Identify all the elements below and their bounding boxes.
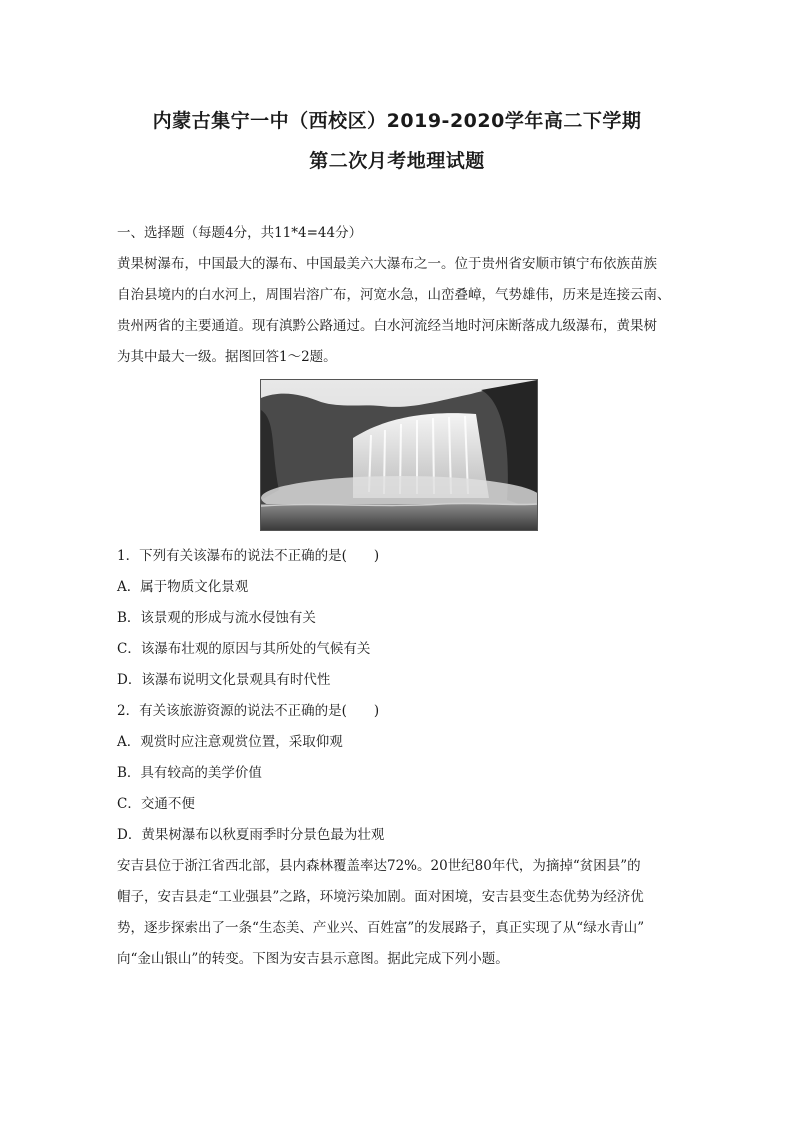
exam-title-line2: 第二次月考地理试题 [309, 150, 485, 172]
passage-line: 帽子，安吉县走“工业强县”之路，环境污染加剧。面对困境，安吉县变生态优势为经济优 [117, 889, 644, 905]
question-stem: 1．下列有关该瀑布的说法不正确的是( ) [117, 548, 380, 564]
option-d: D．该瀑布说明文化景观具有时代性 [117, 672, 331, 688]
waterfall-image [261, 380, 537, 530]
passage-line: 安吉县位于浙江省西北部，县内森林覆盖率达72%。20世纪80年代，为摘掉“贫困县”的 [117, 858, 641, 874]
question-stem: 2．有关该旅游资源的说法不正确的是( ) [117, 703, 380, 719]
option-c: C．交通不便 [117, 796, 195, 812]
option-b: B．该景观的形成与流水侵蚀有关 [117, 610, 316, 626]
passage-waterfall [117, 249, 677, 373]
exam-title-line1: 内蒙古集宁一中（西校区）2019-2020学年高二下学期 [152, 110, 642, 132]
option-d: D．黄果树瀑布以秋夏雨季时分景色最为壮观 [117, 827, 385, 843]
option-a: A．属于物质文化景观 [117, 579, 249, 595]
question-1 [117, 541, 677, 696]
passage-line: 贵州两省的主要通道。现有滇黔公路通过。白水河流经当地时河床断落成九级瀑布，黄果树 [117, 318, 657, 334]
option-c: C．该瀑布壮观的原因与其所处的气候有关 [117, 641, 371, 657]
exam-body [117, 218, 677, 975]
passage-line: 势，逐步探索出了一条“生态美、产业兴、百姓富”的发展路子，真正实现了从“绿水青山” [117, 920, 645, 936]
waterfall-photo [260, 379, 538, 531]
option-a: A．观赏时应注意观赏位置，采取仰观 [117, 734, 343, 750]
passage-line: 向“金山银山”的转变。下图为安吉县示意图。据此完成下列小题。 [117, 951, 509, 967]
section-heading: 一、选择题（每题4分，共11*4=44分） [117, 225, 363, 241]
question-2 [117, 696, 677, 851]
option-b: B．具有较高的美学价值 [117, 765, 262, 781]
passage-line: 为其中最大一级。据图回答1～2题。 [117, 349, 337, 365]
passage-line: 黄果树瀑布，中国最大的瀑布、中国最美六大瀑布之一。位于贵州省安顺市镇宁布依族苗族 [117, 256, 657, 272]
passage-anji [117, 851, 677, 975]
passage-line: 自治县境内的白水河上，周围岩溶广布，河宽水急，山峦叠嶂，气势雄伟，历来是连接云南、 [117, 287, 671, 303]
